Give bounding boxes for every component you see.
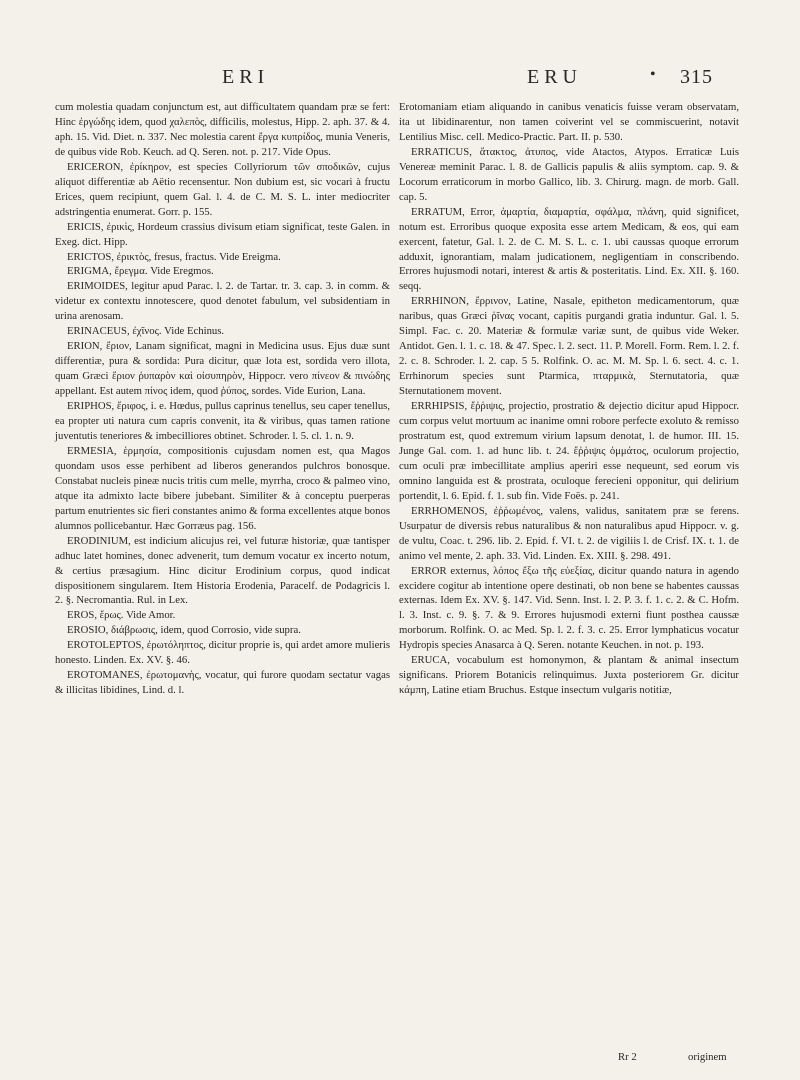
right-column — [399, 100, 739, 698]
running-header — [0, 66, 800, 96]
entry-paragraph: ERRATUM, Error, ἁμαρτία, διαμαρτία, σφάλμα, πλάνη, quid significet, notum est. Erroribus quoque exposita esse artem Medicam, & eos, qui eam exercent, fatetur, Gal. l. 2. de C. M. S. L. c. 1. ubi caussas quoque errorum adduxit, ignorantiam, malam judicationem, negligentiam in conscribendo. Errores hujusmodi notari, interest & artis & posteritatis. Lind. Ex. XII. §. 160. seqq. — [399, 205, 739, 293]
header-left-word: ERI — [222, 66, 270, 88]
entry-paragraph: ERRHIPSIS, ἔῤῥιψις, projectio, prostratio & dejectio dicitur apud Hippocr. cum corpus velut mortuum ac inanime omni robore perfecte exoluto & remisso prostratum est, quod extremum virium lapsum denotat, l. de humor. III. 15. Junge Gal. com. 1. ad hunc lib. t. 24. ἔῤῥιψις ὀμμάτος, oculorum projectio, cum oculi præ imbecillitate amplius aperiri esse nequeunt, sed eorum vis omnino languida est & prostrata, oculoque ferecieni opponitur, qui delirium portendit, l. 6. Epid. f. 1. sub fin. Vide Foës. p. 241. — [399, 400, 739, 502]
entry-paragraph: ERROR externus, λόπος ἔξω τῆς εὐεξίας, dicitur quando natura in agendo excidere cogitur ab intentione opere destinati, ob non bene se habentes caussas externas. Idem Ex. XV. §. 147. Vid. Senn. Inst. l. 2. P. 3. f. 1. c. 2. & C. Hofm. l. 3. Inst. c. 9. §. 7. & 9. Errores hujusmodi externi fiunt posthea caussæ morborum. Rolfink. O. ac Med. Sp. l. 2. f. 3. c. 25. Error lymphaticus vocatur Hydropis species Anasarca à Q. Seren. notante Keuchen. in not. p. 193. — [399, 564, 739, 652]
entry-paragraph: EROTOMANES, ἐρωτομανὴς, vocatur, qui furore quodam sectatur vagas & illicitas libidines, Lind. d. l. — [55, 669, 390, 697]
left-column — [55, 100, 390, 698]
entry-paragraph: ERIGMA, ἔρεγμα. Vide Eregmos. — [67, 265, 214, 278]
entry-paragraph: EROS, ἔρως. Vide Amor. — [67, 609, 176, 622]
entry-paragraph: ERINACEUS, ἐχῖνος. Vide Echinus. — [67, 325, 225, 338]
entry-paragraph: cum molestia quadam conjunctum est, aut difficultatem quandam præ se fert: Hinc ἐργώδης idem, quod χαλεπὸς, difficilis, molestus, Hipp. 2. aph. 37. & 4. aph. 15. Vid. Diet. n. 337. Nec molestia carent ἔργα κυπρίδος, munia Veneris, de quibus vide Rob. Keuch. ad Q. Seren. not. p. 217. Vide Opus. — [55, 101, 390, 158]
entry-paragraph: ERIPHOS, ἔριφος, i. e. Hœdus, pullus caprinus tenellus, seu caper tenellus, ea propter uti natura cum capris convenit, ita & viribus, quas tamen ratione juventutis teneriores & imbecilliores obtinet. Schroder. l. 5. cl. 1. n. 9. — [55, 400, 390, 442]
entry-paragraph: ERRATICUS, ἄτακτος, ἀτυπος, vide Atactos, Atypos. Erraticæ Luis Venereæ meminit Parac. l. 8. de Gallicis papulis & aliis symptom. cap. 9. & Locorum erraticorum in morbo Gallico, lib. 3. Chirurg. magn. de morb. Gall. cap. 5. — [399, 145, 739, 203]
entry-paragraph: ERICTOS, ἐρικτὸς, fresus, fractus. Vide Ereigma. — [67, 250, 281, 263]
header-dot: • — [650, 66, 656, 83]
entry-paragraph: ERIMOIDES, legitur apud Parac. l. 2. de Tartar. tr. 3. cap. 3. in comm. & videtur ex contextu innotescere, quod denotet fabulum, vel subsidentiam in urina arenosam. — [55, 280, 390, 323]
entry-paragraph: ERRHOMENOS, ἐῤῥωμένος, valens, validus, sanitatem præ se ferens. Usurpatur de diversis rebus naturalibus & non naturalibus apud Hippocr. v. g. de vultu, Coac. t. 296. lib. 2. Epid. f. VI. t. 2. de vigiliis l. de Crisf. IX. t. 1. de animo vel mente, 2. aph. 33. Vid. Linden. Ex. XIII. §. 298. 491. — [399, 504, 739, 562]
entry-paragraph: ERICERON, ἐρίκηρον, est species Collyriorum τῶν σποδικῶν, cujus aliquot differentiæ ab Aëtio recensentur. Non dubium est, sic vocari à fructu Erices, quem recipiunt, quem Gal. l. 4. de C. M. S. L. inter mediocriter adstringentia enumerat. Gorr. p. 155. — [55, 160, 390, 218]
entry-paragraph: ERMESIA, ἑρμησία, compositionis cujusdam nomen est, qua Magos quondam usos esse perhibent ad liberos generandos pulchros bonosque. Constabat nucleis pineæ nucis tritis cum melle, myrrha, croco & palmeo vino, atque ita admixto lacte bibere jubebant. Similiter & à conceptu puerperas partum enutrientes sic fieri constantes animo & forma excellentes atque bonos alumnos pollicebantur. Hæc Gorræus pag. 156. — [55, 444, 390, 532]
entry-paragraph: EROTOLEPTOS, ἐρωτόληπτος, dicitur proprie is, qui ardet amore mulieris honesto. Linden. Ex. XV. §. 46. — [55, 639, 390, 667]
entry-paragraph: ERUCA, vocabulum est homonymon, & plantam & animal insectum significans. Priorem Botanicis relinquimus. Juxta posteriorem Gr. dicitur κάμπη, Latine etiam Bruchus. Estque insectum vulgaris notitiæ, — [399, 654, 739, 697]
entry-paragraph: Erotomaniam etiam aliquando in canibus venaticis fuisse veram observatam, ita ut libidinarentur, non tamen coiverint vel se commiscuerint, notavit Lentilius Misc. cell. Medico-Practic. Part. II. p. 530. — [399, 101, 739, 143]
signature-mark: Rr 2 — [618, 1051, 637, 1063]
page-number: 315 — [680, 66, 713, 88]
entry-paragraph: EROSIO, διάβρωσις, idem, quod Corrosio, vide supra. — [67, 624, 301, 637]
entry-paragraph: ERION, ἔριον, Lanam significat, magni in Medicina usus. Ejus duæ sunt differentiæ, pura & sordida: Pura dicitur, quæ lota est, sordida vero illota, quam Græci ἔριον ῥυπαρὸν καὶ οἰσυπηρὸν, Hippocr. vero πίνεον & πινώδης appellant. Est autem πίνος idem, quod ῥύπος, sordes. Vide Eurion, Lana. — [55, 340, 390, 398]
page-footer — [0, 1051, 800, 1067]
entry-paragraph: ERICIS, ἐρικὶς, Hordeum crassius divisum etiam significat, teste Galen. in Exeg. dict. Hipp. — [55, 220, 390, 248]
header-right-word: ERU — [527, 66, 582, 88]
entry-paragraph: ERODINIUM, est indicium alicujus rei, vel futuræ historiæ, quæ tantisper adhuc latet homines, donec advenerit, tum demum vocatur ex incerto notum, & certius præsagium. Hinc dicitur Erodinium corpus, quod indicat dispositionem singularem. Item Historia Erodenia, Paracelf. de Podagricis l. 2. §. Necromantia. Rul. in Lex. — [55, 534, 390, 607]
entry-paragraph: ERRHINON, ἔρρινον, Latine, Nasale, epitheton medicamentorum, quæ naribus, quas Græci ῥῖνας vocant, capitis purgandi gratia induntur. Gal. l. 5. Simpl. Fac. c. 20. Materiæ & formulæ variæ sunt, de quibus vide Weker. Antidot. Gen. l. 1. c. 18. & 47. Spec. l. 2. sect. 11. P. Morell. Form. Rem. l. 2. f. 2. c. 8. Schroder. l. 2. cap. 5 5. Rolfink. O. ac. M. M. Sp. l. 6. sect. 4. c. 1. Errhinorum species sunt Ptarmica, πταρμικὰ, Sternutatoria, quæ Sternutationem movent. — [399, 295, 739, 398]
catchword: originem — [688, 1051, 727, 1063]
